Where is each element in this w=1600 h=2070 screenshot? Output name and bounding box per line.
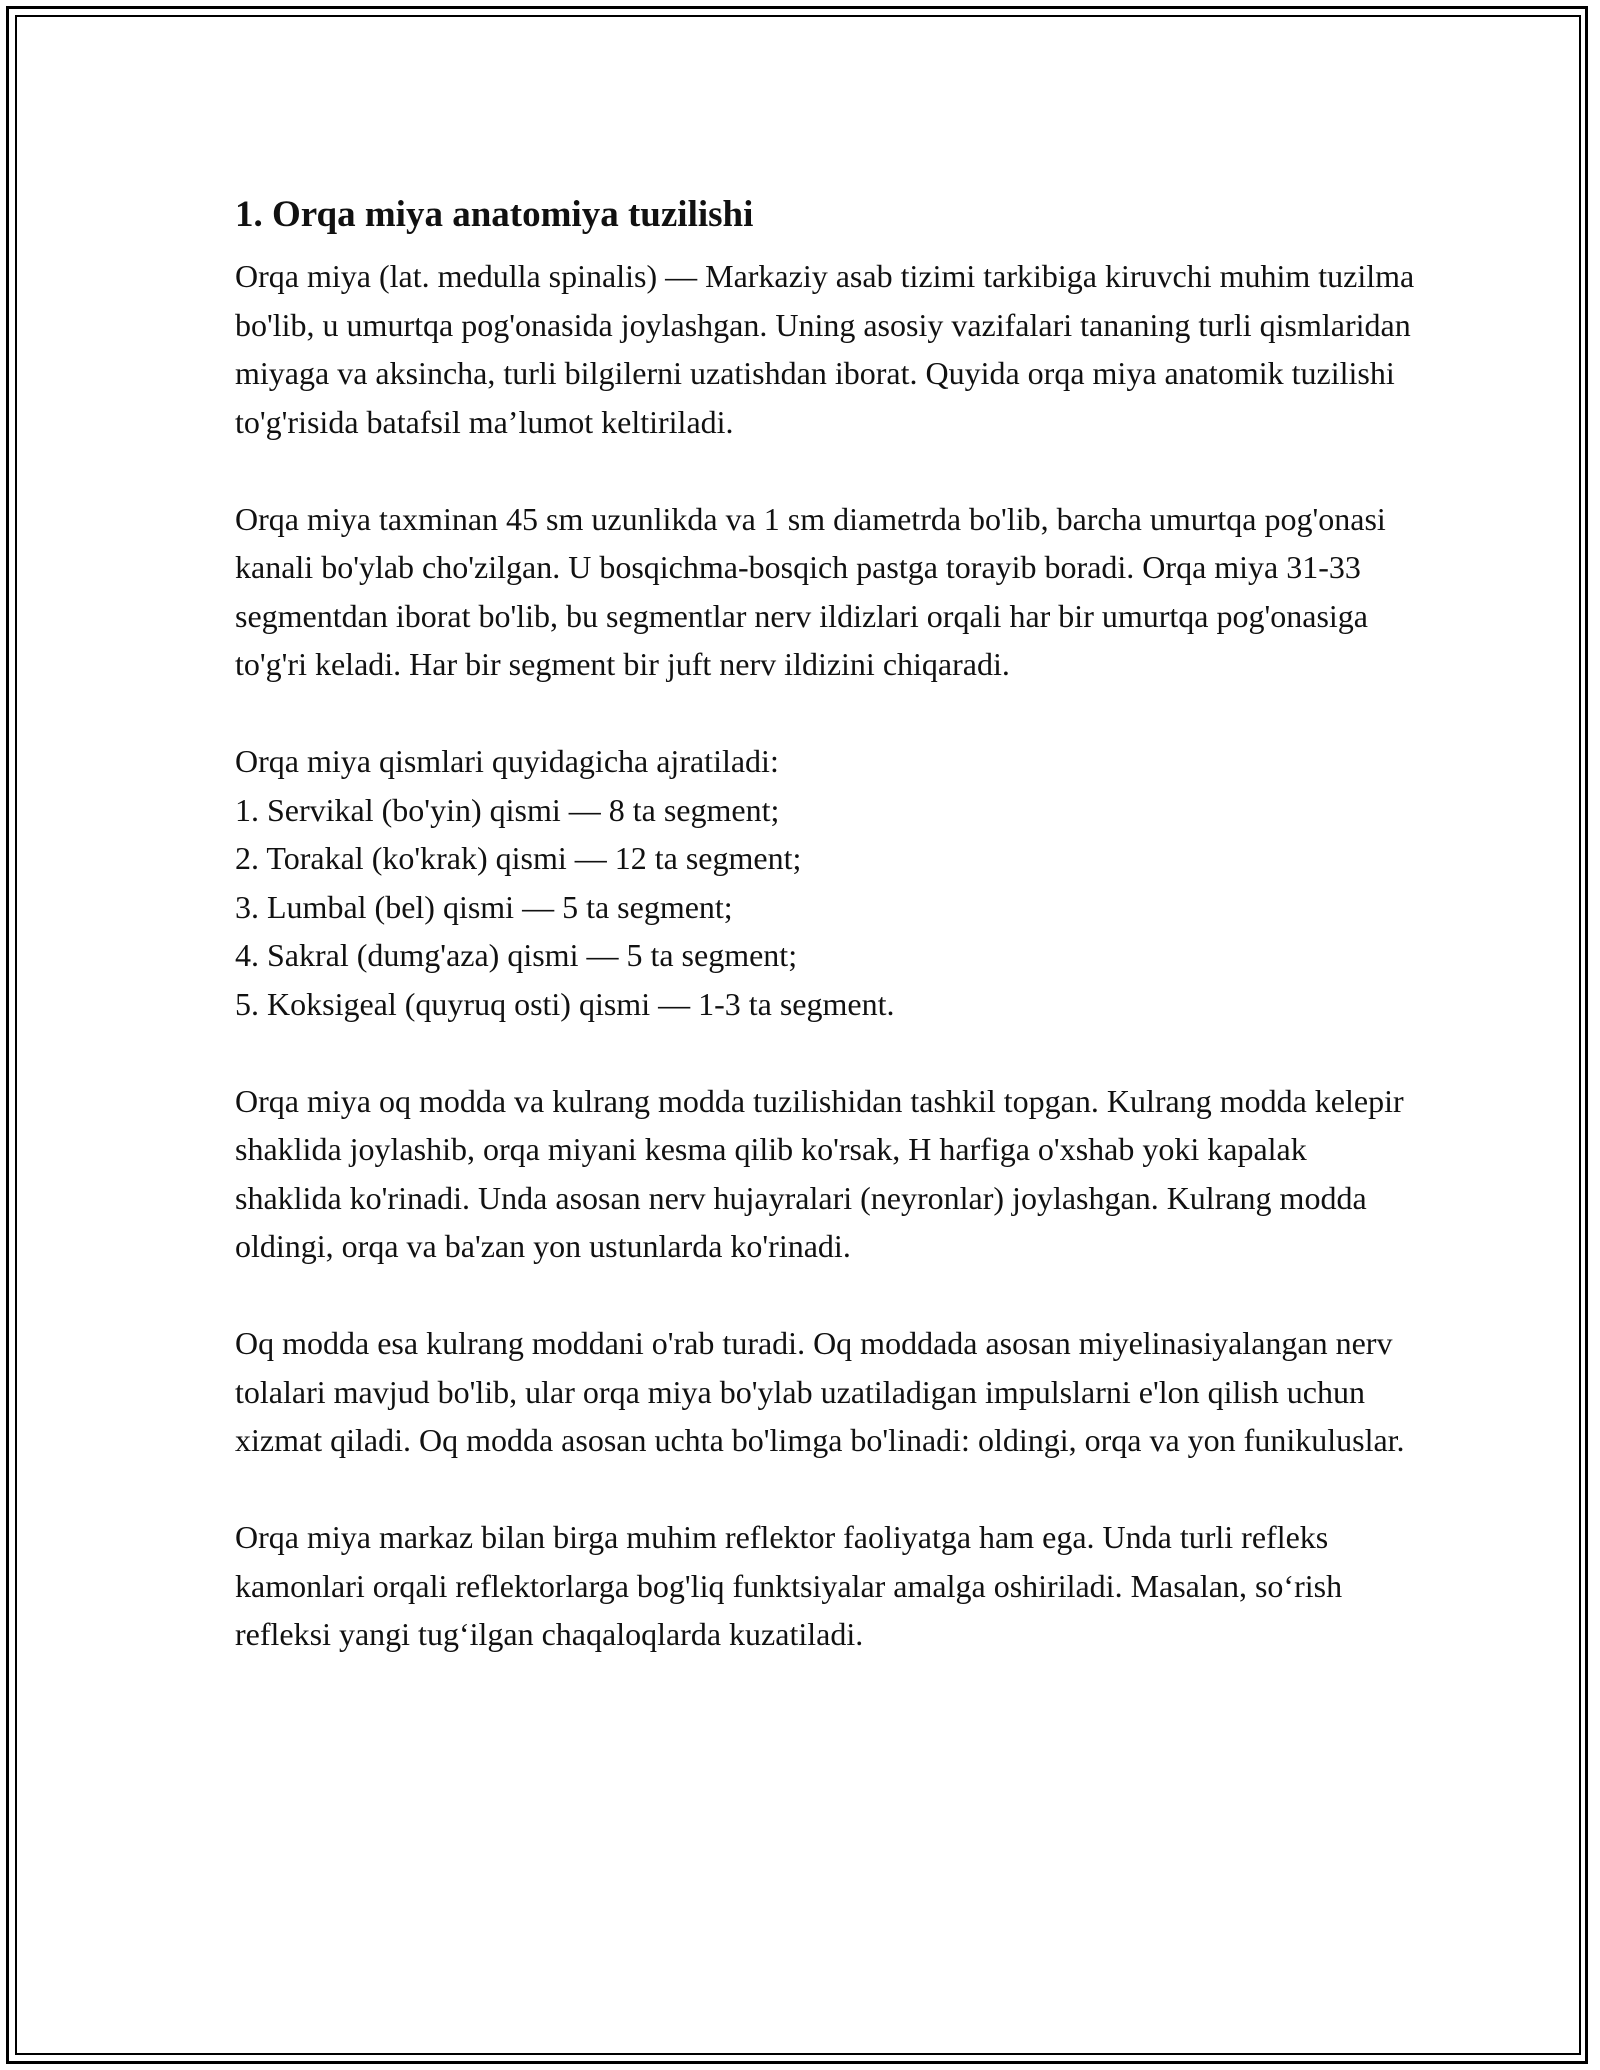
paragraph-intro: Orqa miya (lat. medulla spinalis) — Markaziy asab tizimi tarkibiga kiruvchi muhim tuzilma bo'lib, u umurtqa pog'onasida joylashgan. Uning asosiy vazifalari tananing turli qismlaridan miyaga va aksincha, turli bilgilerni uzatishdan iborat. Quyida orqa miya anatomik tuzilishi to'g'risida batafsil ma’lumot keltiriladi. <box>235 258 1415 440</box>
paragraph-reflex: Orqa miya markaz bilan birga muhim reflektor faoliyatga ham ega. Unda turli refleks kamonlari orqali reflektorlarga bog'liq funktsiyalar amalga oshiriladi. Masalan, so‘rish refleksi yangi tug‘ilgan chaqaloqlarda kuzatiladi. <box>235 1519 1343 1652</box>
parts-heading: Orqa miya qismlari quyidagicha ajratiladi: <box>235 743 779 779</box>
document-title: 1. Orqa miya anatomiya tuzilishi <box>235 194 754 235</box>
paragraph-size: Orqa miya taxminan 45 sm uzunlikda va 1 sm diametrda bo'lib, barcha umurtqa pog'onasi kanali bo'ylab cho'zilgan. U bosqichma-bosqich pastga torayib boradi. Orqa miya 31-33 segmentdan iborat bo'lib, bu segmentlar nerv ildizlari orqali har bir umurtqa pog'onasiga to'g'ri keladi. Har bir segment bir juft nerv ildizini chiqaradi. <box>235 500 1386 682</box>
list-item: 4. Sakral (dumg'aza) qismi — 5 ta segment; <box>235 937 798 973</box>
list-item: 3. Lumbal (bel) qismi — 5 ta segment; <box>235 888 733 925</box>
paragraph-white-matter: Oq modda esa kulrang moddani o'rab turadi. Oq moddada asosan miyelinasiyalangan nerv tolalari mavjud bo'lib, ular orqa miya bo'ylab uzatiladigan impulslarni e'lon qilish uchun xizmat qiladi. Oq modda asosan uchta bo'limga bo'linadi: oldingi, orqa va yon funikuluslar. <box>235 1325 1405 1458</box>
document-body <box>235 186 1415 1707</box>
list-item: 1. Servikal (bo'yin) qismi — 8 ta segment; <box>235 791 780 828</box>
list-item: 5. Koksigeal (quyruq osti) qismi — 1-3 ta segment. <box>235 985 895 1022</box>
paragraph-grey-matter: Orqa miya oq modda va kulrang modda tuzilishidan tashkil topgan. Kulrang modda kelepir shaklida joylashib, orqa miyani kesma qilib ko'rsak, H harfiga o'xshab yoki kapalak shaklida ko'rinadi. Unda asosan nerv hujayralari (neyronlar) joylashgan. Kulrang modda oldingi, orqa va ba'zan yon ustunlarda ko'rinadi. <box>235 1082 1404 1264</box>
parts-list <box>235 786 1415 1029</box>
list-item: 2. Torakal (ko'krak) qismi — 12 ta segment; <box>235 840 802 876</box>
